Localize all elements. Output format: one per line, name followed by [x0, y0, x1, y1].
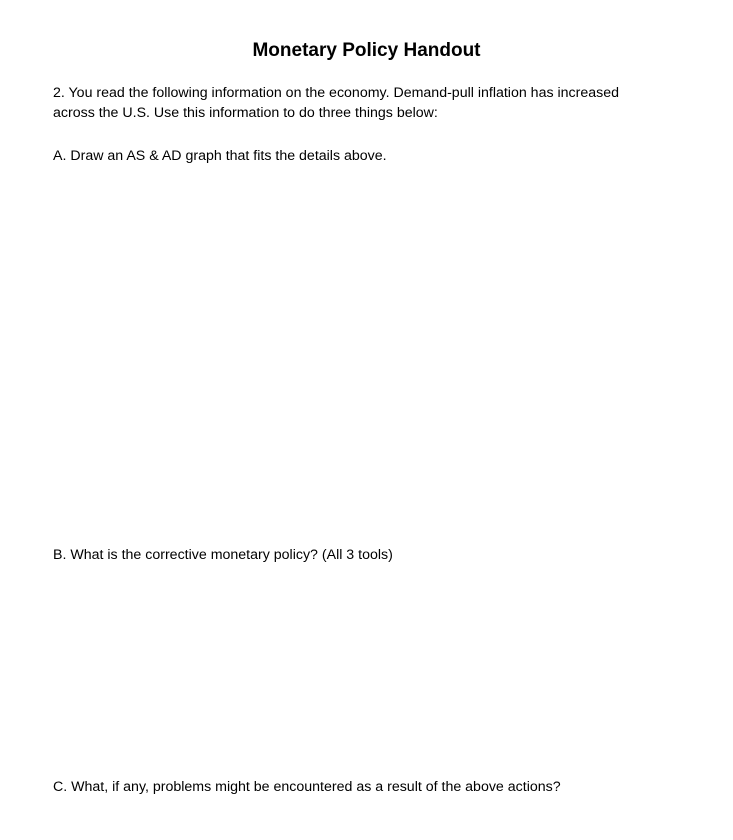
question-intro-line-1: 2. You read the following information on the economy. Demand-pull inflation has increased [53, 85, 620, 101]
page-title: Monetary Policy Handout [252, 40, 481, 61]
question-part-c: C. What, if any, problems might be encountered as a result of the above actions? [53, 779, 561, 795]
question-part-b: B. What is the corrective monetary policy? (All 3 tools) [53, 547, 393, 563]
question-part-a: A. Draw an AS & AD graph that fits the details above. [53, 148, 387, 164]
question-intro-line-2: across the U.S. Use this information to do three things below: [53, 105, 438, 121]
